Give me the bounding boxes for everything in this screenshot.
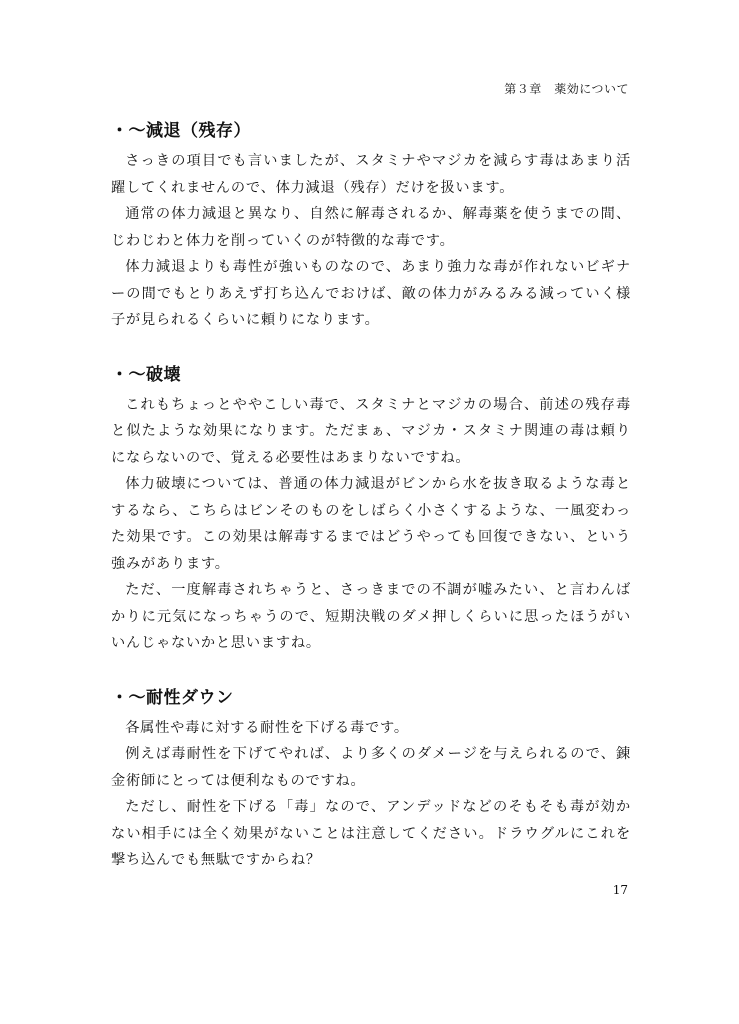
- paragraph: 体力破壊については、普通の体力減退がビンから水を抜き取るような毒とするなら、こちらはビンそのものをしばらく小さくするような、一風変わった効果です。この効果は解毒するまではどうやっても回復できない、という強みがあります。: [111, 476, 631, 572]
- section-decline: [111, 116, 631, 334]
- section-resistance-down: [111, 683, 631, 874]
- page-number: 17: [612, 883, 628, 897]
- running-header: 第３章 薬効について: [504, 82, 629, 96]
- section-destruction: [111, 360, 631, 657]
- paragraph: ただし、耐性を下げる「毒」なので、アンデッドなどのそもそも毒が効かない相手には全く効果がないことは注意してください。ドラウグルにこれを撃ち込んでも無駄ですからね？: [111, 799, 631, 868]
- paragraph: さっきの項目でも言いましたが、スタミナやマジカを減らす毒はあまり活躍してくれませんので、体力減退（残存）だけを扱います。: [111, 153, 631, 196]
- body-content: [111, 116, 631, 874]
- paragraph: 各属性や毒に対する耐性を下げる毒です。: [125, 719, 409, 736]
- section-heading: ・～減退（残存）: [111, 121, 251, 141]
- section-heading: ・～耐性ダウン: [111, 687, 234, 708]
- paragraph: ただ、一度解毒されちゃうと、さっきまでの不調が嘘みたい、と言わんばかりに元気になっちゃうので、短期決戦のダメ押しくらいに思ったほうがいいんじゃないかと思いますね。: [111, 582, 631, 651]
- section-heading: ・～破壊: [111, 364, 181, 385]
- paragraph: これもちょっとややこしい毒で、スタミナとマジカの場合、前述の残存毒と似たような効果になります。ただまぁ、マジカ・スタミナ関連の毒は頼りにならないので、覚える必要性はあまりないですね。: [111, 396, 631, 466]
- paragraph: 通常の体力減退と異なり、自然に解毒されるか、解毒薬を使うまでの間、じわじわと体力を削っていくのが特徴的な毒です。: [111, 206, 631, 249]
- paragraph: 体力減退よりも毒性が強いものなので、あまり強力な毒が作れないビギナーの間でもとりあえず打ち込んでおけば、敵の体力がみるみる減っていく様子が見られるくらいに頼りになります。: [111, 259, 631, 328]
- paragraph: 例えば毒耐性を下げてやれば、より多くのダメージを与えられるので、錬金術師にとっては便利なものですね。: [111, 746, 631, 789]
